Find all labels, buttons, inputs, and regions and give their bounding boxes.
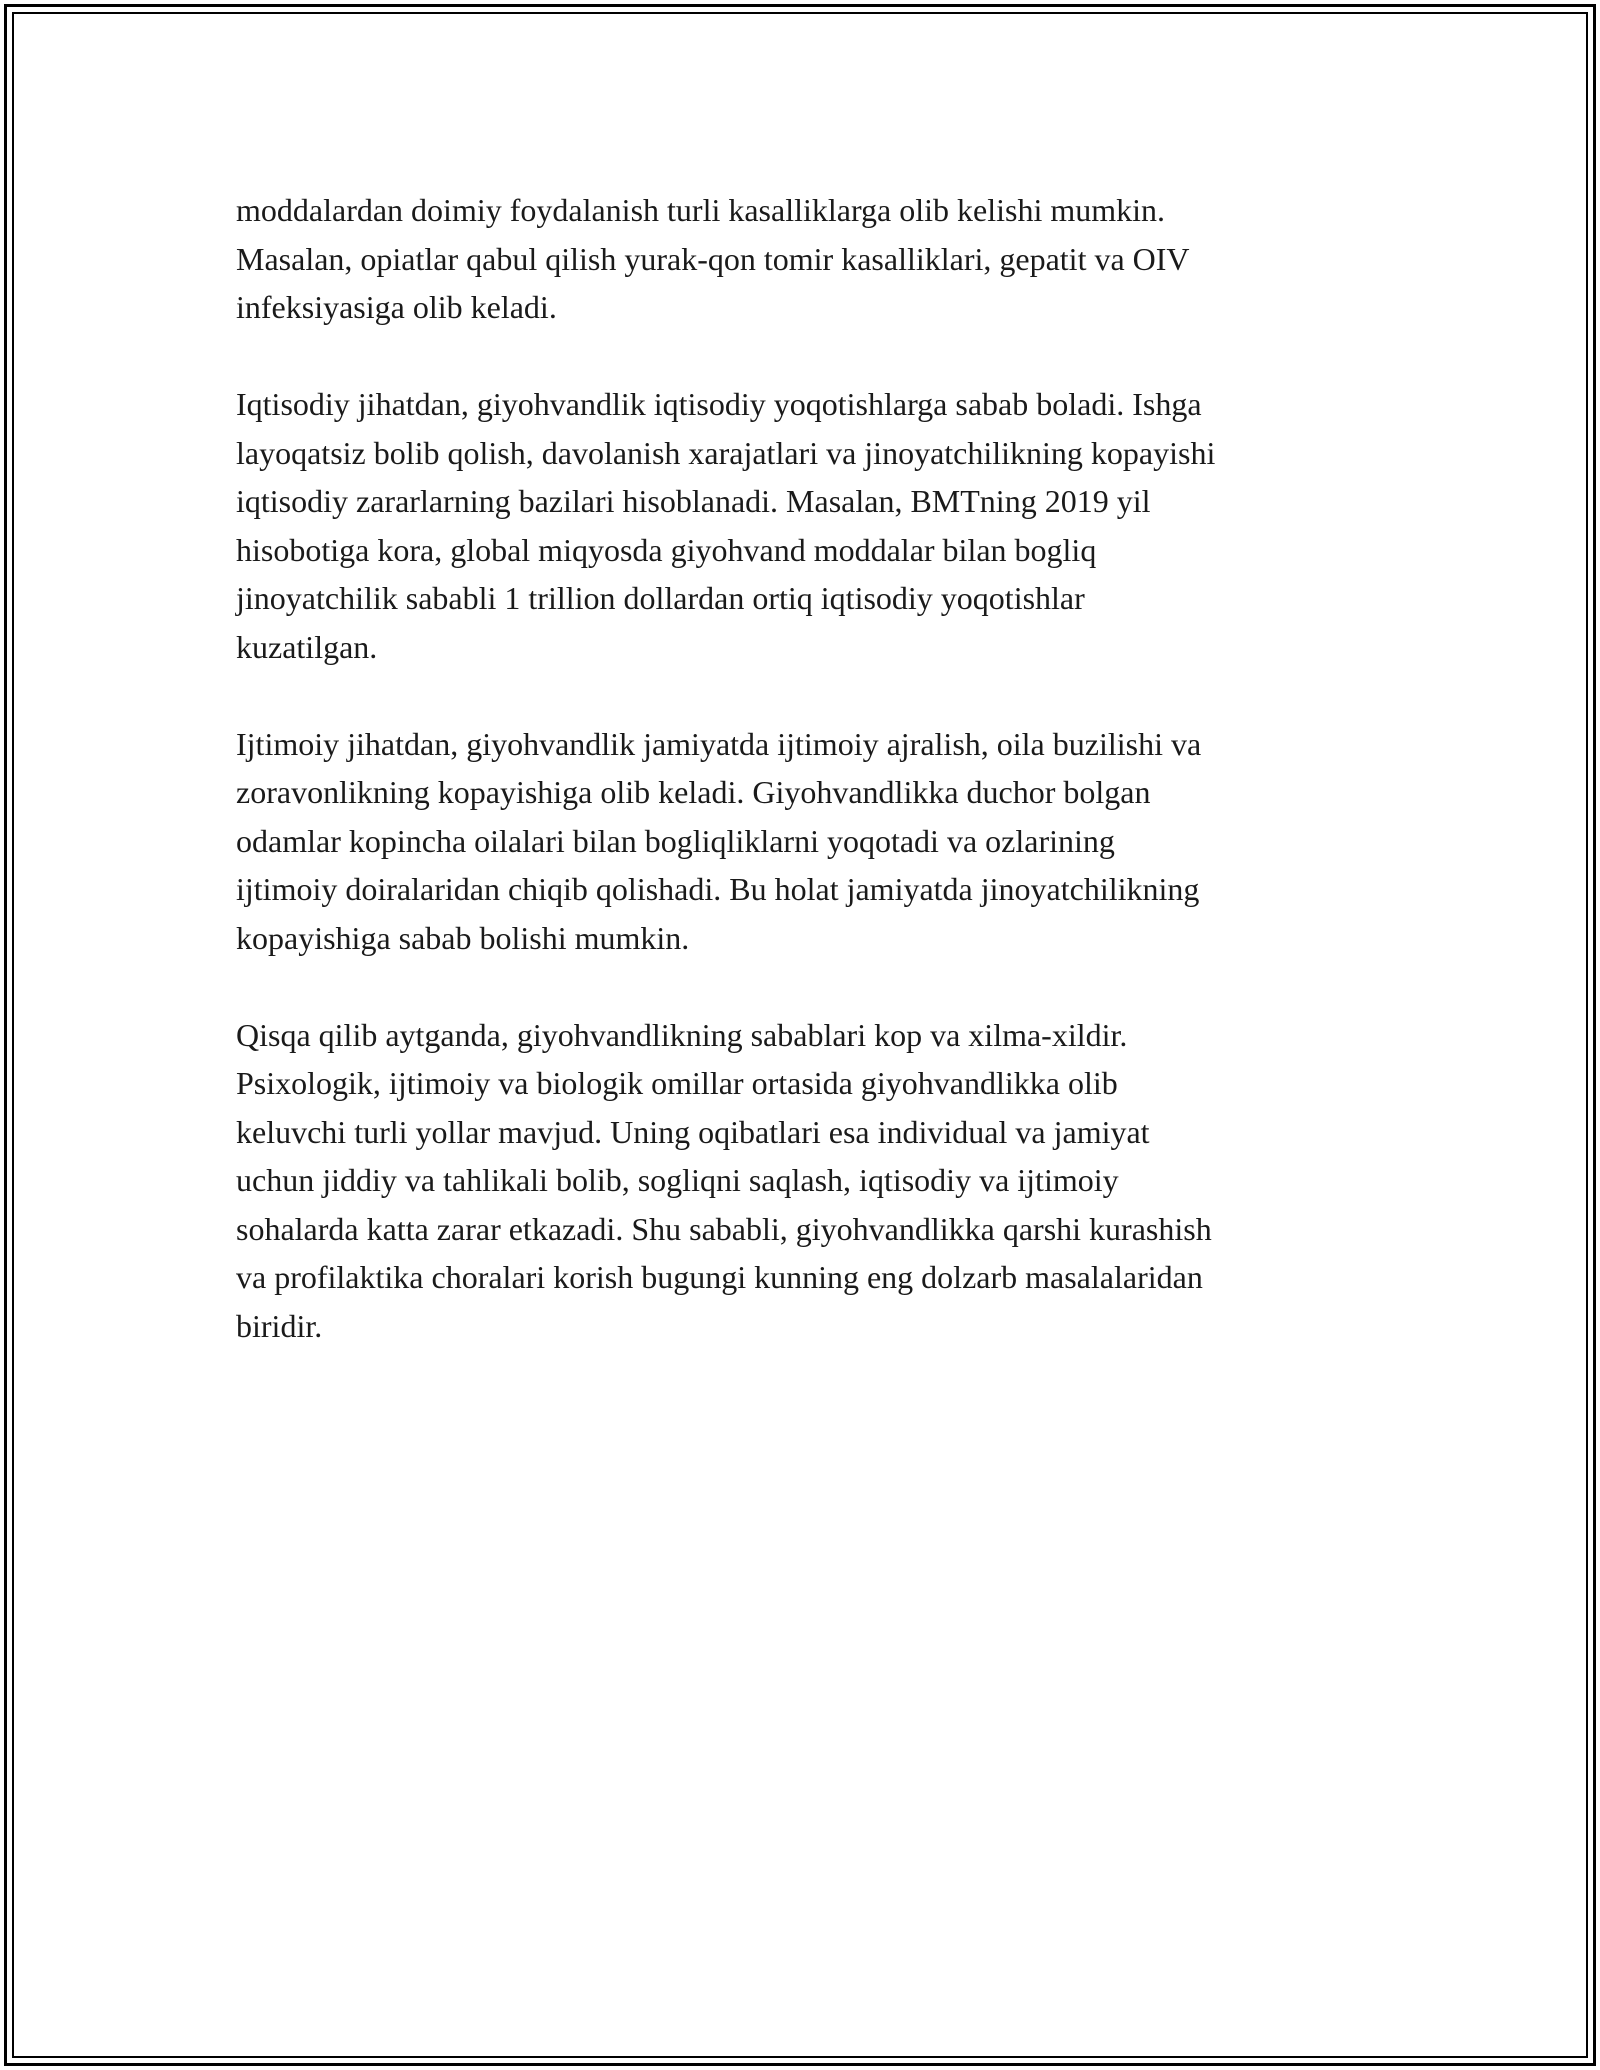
- text-line: odamlar kopincha oilalari bilan bogliqliklarni yoqotadi va ozlarining: [236, 822, 1115, 859]
- text-line: moddalardan doimiy foydalanish turli kasalliklarga olib kelishi mumkin.: [236, 192, 1166, 228]
- text-line: Psixologik, ijtimoiy va biologik omillar ortasida giyohvandlikka olib: [236, 1065, 1118, 1101]
- paragraph-health-effects: [236, 186, 1366, 332]
- paragraph-social-effects: [236, 720, 1366, 963]
- text-line: Masalan, opiatlar qabul qilish yurak-qon tomir kasalliklari, gepatit va OIV: [236, 240, 1190, 277]
- paragraph-conclusion: [236, 1011, 1366, 1351]
- text-line: va profilaktika choralari korish bugungi kunning eng dolzarb masalalaridan: [236, 1259, 1203, 1295]
- paragraph-economic-effects: [236, 380, 1366, 671]
- text-line: kopayishiga sabab bolishi mumkin.: [236, 919, 690, 956]
- text-line: zoravonlikning kopayishiga olib keladi. Giyohvandlikka duchor bolgan: [236, 774, 1151, 810]
- text-line: jinoyatchilik sababli 1 trillion dollardan ortiq iqtisodiy yoqotishlar: [236, 580, 1085, 616]
- text-line: ijtimoiy doiralaridan chiqib qolishadi. Bu holat jamiyatda jinoyatchilikning: [236, 871, 1200, 907]
- text-line: kuzatilgan.: [236, 628, 378, 665]
- text-line: sohalarda katta zarar etkazadi. Shu sababli, giyohvandlikka qarshi kurashish: [236, 1210, 1212, 1247]
- text-line: iqtisodiy zararlarning bazilari hisoblanadi. Masalan, BMTning 2019 yil: [236, 483, 1151, 519]
- text-line: infeksiyasiga olib keladi.: [236, 289, 557, 325]
- text-line: Iqtisodiy jihatdan, giyohvandlik iqtisodiy yoqotishlarga sabab boladi. Ishga: [236, 386, 1202, 422]
- text-line: layoqatsiz bolib qolish, davolanish xarajatlari va jinoyatchilikning kopayishi: [236, 434, 1216, 471]
- text-line: Qisqa qilib aytganda, giyohvandlikning sabablari kop va xilma-xildir.: [236, 1016, 1128, 1053]
- text-line: uchun jiddiy va tahlikali bolib, sogliqni saqlash, iqtisodiy va ijtimoiy: [236, 1162, 1119, 1198]
- document-body: [236, 186, 1366, 1399]
- text-line: Ijtimoiy jihatdan, giyohvandlik jamiyatda ijtimoiy ajralish, oila buzilishi va: [236, 725, 1202, 762]
- text-line: hisobotiga kora, global miqyosda giyohvand moddalar bilan bogliq: [236, 531, 1097, 568]
- text-line: biridir.: [236, 1307, 323, 1344]
- text-line: keluvchi turli yollar mavjud. Uning oqibatlari esa individual va jamiyat: [236, 1113, 1150, 1150]
